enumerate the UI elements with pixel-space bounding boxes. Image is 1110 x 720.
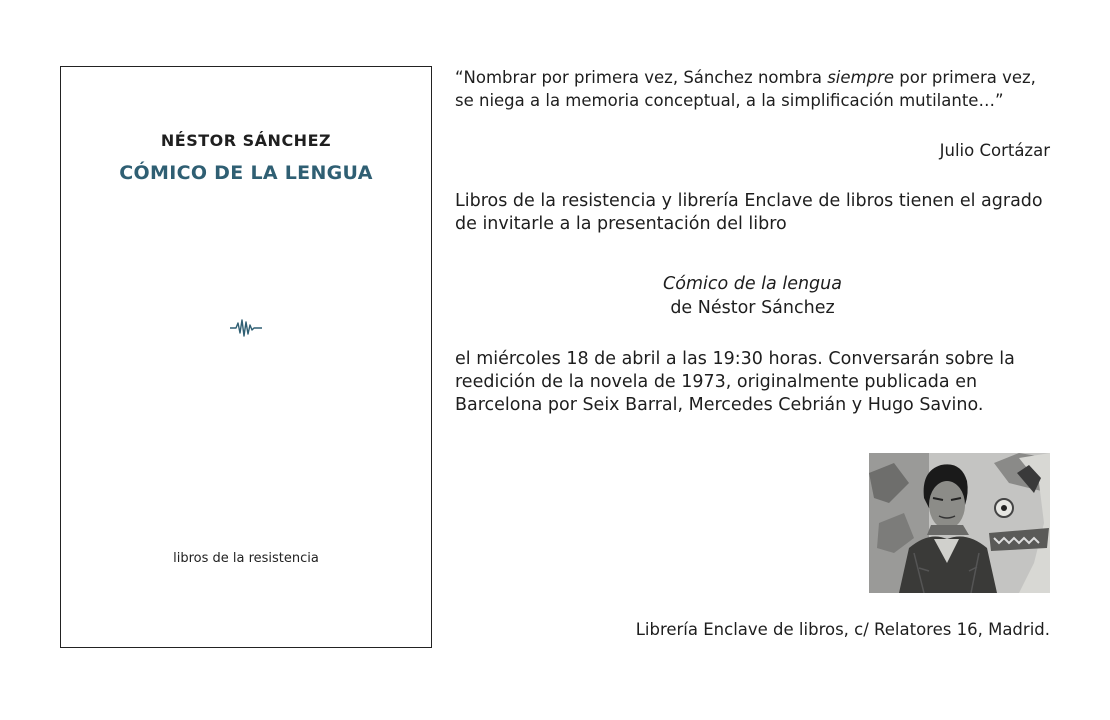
- cover-author: NÉSTOR SÁNCHEZ: [160, 131, 332, 150]
- cover-publisher: libros de la resistencia: [173, 551, 319, 566]
- book-author: de Néstor Sánchez: [670, 298, 835, 318]
- quote-after: por primera vez, se niega a la memoria conceptual, a la simplificación mutilante…”: [455, 68, 1036, 110]
- portrait-illustration: [869, 453, 1050, 593]
- quote-emphasis: siempre: [827, 68, 895, 87]
- book-info: [455, 272, 1050, 320]
- author-portrait-photo: [869, 453, 1050, 593]
- event-details: el miércoles 18 de abril a las 19:30 horas. Conversarán sobre la reedición de la novela de 1973, originalmente publicada en Barcelona por Seix Barral, Mercedes Cebrián y Hugo Savino.: [455, 349, 1015, 415]
- waveform-icon: [229, 317, 263, 339]
- venue-address: Librería Enclave de libros, c/ Relatores 16, Madrid.: [635, 620, 1050, 639]
- cover-title: CÓMICO DE LA LENGUA: [119, 162, 373, 184]
- cortazar-quote: [455, 66, 1045, 112]
- quote-attribution: Julio Cortázar: [939, 141, 1050, 160]
- book-title: Cómico de la lengua: [663, 274, 842, 294]
- quote-before: “Nombrar por primera vez, Sánchez nombra: [455, 68, 828, 87]
- invitation-intro: Libros de la resistencia y librería Enclave de libros tienen el agrado de invitarle a la presentación del libro: [455, 191, 1043, 234]
- book-cover: [60, 66, 432, 648]
